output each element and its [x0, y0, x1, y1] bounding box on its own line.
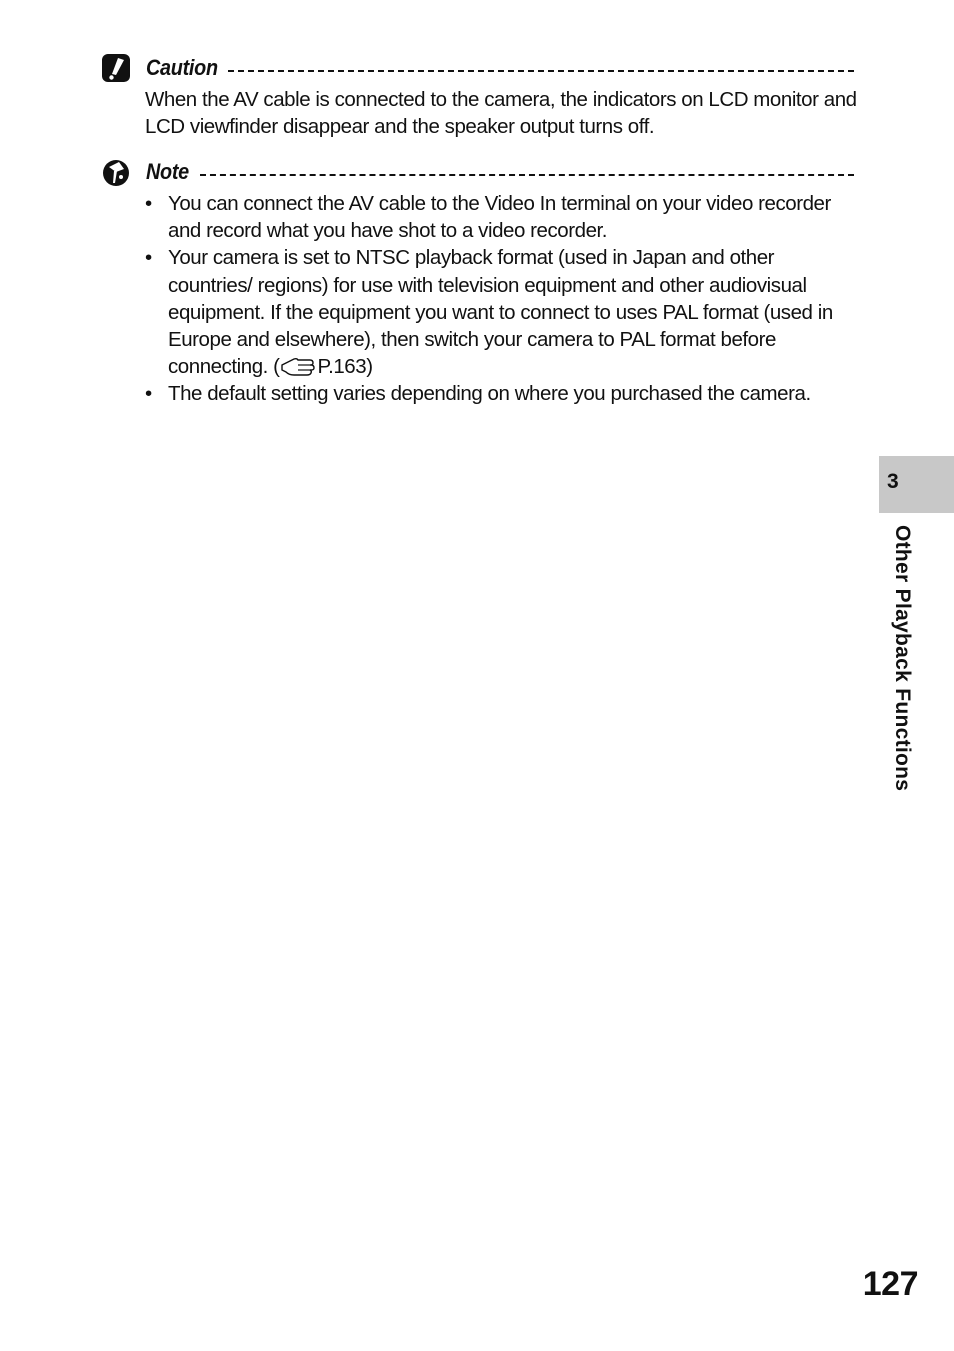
heading-dash-rule	[200, 174, 854, 176]
caution-text: When the AV cable is connected to the camera, the indicators on LCD monitor and LCD viewfinder disappear and the speaker output turns off.	[145, 88, 857, 138]
caution-heading	[102, 53, 854, 83]
bullet: •	[145, 246, 152, 270]
list-item	[145, 190, 857, 244]
caution-icon	[102, 54, 130, 82]
bullet: •	[145, 192, 152, 215]
list-item	[145, 244, 857, 380]
caution-label: Caution	[146, 55, 218, 80]
page-reference: P.163)	[317, 355, 373, 379]
reference-hand-icon	[280, 356, 318, 376]
bullet: •	[145, 382, 152, 406]
heading-dash-rule	[228, 70, 854, 72]
page-number: 127	[862, 1265, 918, 1303]
note-icon	[102, 158, 130, 186]
chapter-number: 3	[887, 470, 899, 493]
list-item	[145, 380, 857, 407]
note-item-text: The default setting varies depending on where you purchased the camera.	[168, 382, 811, 406]
note-list	[145, 190, 857, 408]
chapter-title: Other Playback Functions	[891, 525, 914, 792]
note-heading	[102, 157, 854, 187]
note-item-text: You can connect the AV cable to the Video In terminal on your video recorder and record what you have shot to a video recorder.	[168, 192, 831, 243]
note-label: Note	[146, 159, 189, 184]
note-item-text: Your camera is set to NTSC playback format (used in Japan and other countries/ regions) for use with television equipment and other audiovisual equipment. If the equipment you want to connect to uses PAL format (used in Europe and elsewhere), then switch your camera to PAL format before connecting. (	[168, 246, 833, 379]
